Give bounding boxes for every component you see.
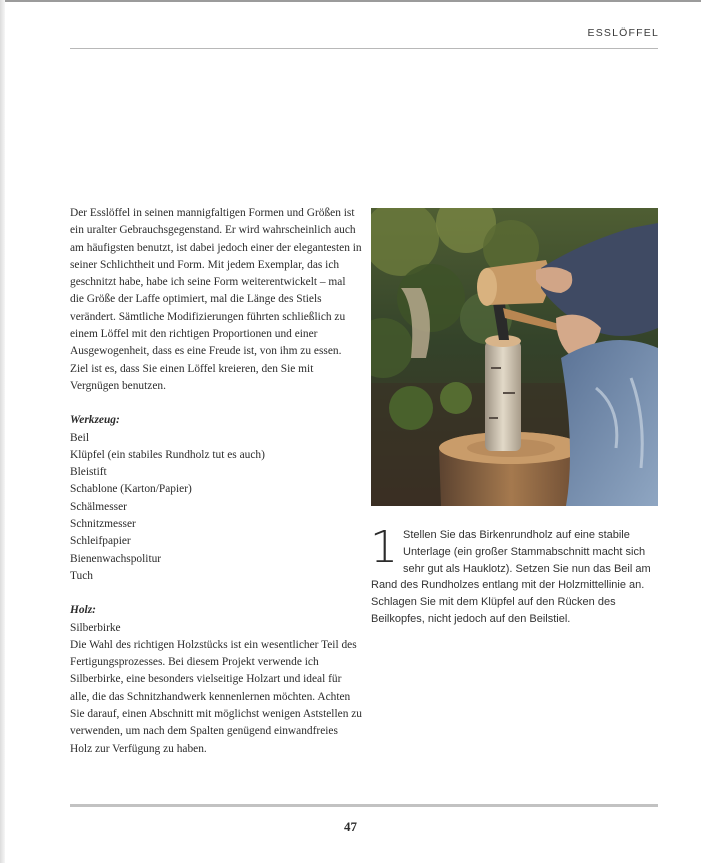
footer-rule [70,804,658,807]
wood-label: Holz: [70,604,96,617]
step-number: 1 [370,522,398,573]
running-head: ESSLÖFFEL [587,27,659,39]
list-item: Schablone (Karton/Papier) [70,483,192,496]
wood-choice-paragraph: Die Wahl des richtigen Holzstücks ist ein wesentlicher Teil des Fertigungsprozesses. Bei diesem Projekt verwende ich Silberbirke, eine besonders vielseitige Holzart und ideal für alle, die das Schnitzhandwerk kennenlernen möchten. Achten Sie darauf, einen Abschnitt mit möglichst wenigen Aststellen zu verwenden, um nach dem Spalten genügend einwandfreies Holz zur Verfügung zu haben. [70,638,362,755]
tools-label: Werkzeug: [70,414,120,427]
list-item: Beil [70,431,89,444]
list-item: Schnitzmesser [70,518,136,531]
list-item: Schleifpapier [70,535,131,548]
tools-section [70,412,362,585]
wood-value: Silberbirke [70,621,121,634]
intro-paragraph: Der Esslöffel in seinen mannigfaltigen Formen und Größen ist ein uralter Gebrauchsgegenstand. Er wird wahrscheinlich auch am häufigsten benutzt, ist dabei jedoch einer der elegantesten in seiner Schlichtheit und Form. Mit jedem Exemplar, das ich geschnitzt habe, habe ich seine Form weiterentwickelt – mal die Größe der Laffe optimiert, mal die Länge des Stiels verändert. Sämtliche Modifizierungen führten schließlich zu einem Löffel mit den richtigen Proportionen und einer Ausgewogenheit, dass es eine Freude ist, von ihm zu essen. Ziel ist es, dass Sie einen Löffel kreieren, den Sie mit Vergnügen benutzen. [70,207,362,392]
list-item: Schälmesser [70,500,127,513]
step-text: Stellen Sie das Birkenrundholz auf eine stabile Unterlage (ein großer Stammabschnitt macht sich sehr gut als Hauklotz). Setzen Sie nun das Beil am Rand des Rundholzes entlang mit der Holzmittellinie an. Schlagen Sie mit dem Klüpfel auf den Rücken des Beilkopfes, nicht jedoch auf den Beilstiel. [371,529,651,625]
splitting-wood-photo [371,208,658,506]
list-item: Bienenwachspolitur [70,552,162,565]
page-left-edge [0,0,5,863]
page-number: 47 [344,819,357,834]
left-column [70,205,362,758]
list-item: Tuch [70,569,94,582]
wood-section [70,602,362,637]
list-item: Klüpfel (ein stabiles Rundholz tut es auch) [70,448,265,461]
list-item: Bleistift [70,466,107,479]
tools-list [70,430,362,586]
header-rule [70,48,658,49]
step-1 [370,522,658,628]
page-top-edge [0,0,701,2]
